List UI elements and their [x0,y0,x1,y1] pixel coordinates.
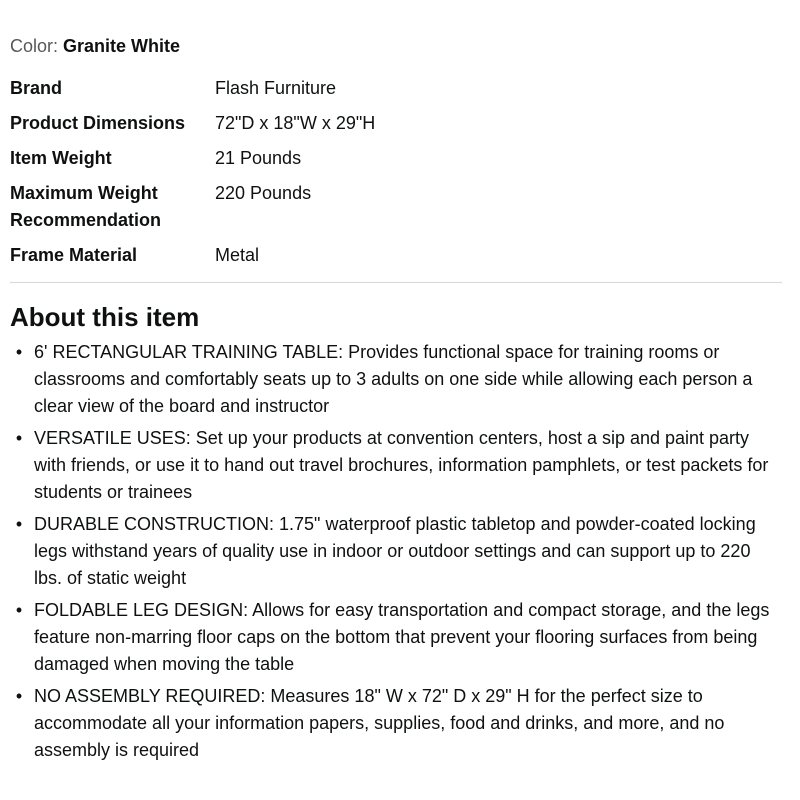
bullet-icon: • [15,600,23,620]
spec-value: 72"D x 18"W x 29"H [215,113,376,133]
spec-key: Product Dimensions [10,113,186,133]
list-item [10,339,782,420]
bullet-icon: • [15,686,23,706]
list-item [10,597,782,678]
spec-row-item-weight [10,145,782,172]
bullet-icon: • [15,342,23,362]
spec-row-brand [10,75,782,102]
list-item [10,425,782,506]
color-value: Granite White [63,36,181,56]
bullet-text: NO ASSEMBLY REQUIRED: Measures 18" W x 72" D x 29" H for the perfect size to accommodate all your information papers, supplies, food and drinks, and more, and no assembly is required [34,686,725,760]
about-bullet-list [10,339,782,769]
product-specs-table [10,75,782,277]
bullet-text: DURABLE CONSTRUCTION: 1.75" waterproof plastic tabletop and powder-coated locking legs withstand years of quality use in indoor or outdoor settings and can support up to 220 lbs. of static weight [34,514,756,588]
spec-key: Brand [10,78,63,98]
spec-key: Maximum Weight Recommendation [10,183,162,230]
list-item [10,511,782,592]
color-selection [10,34,180,58]
about-title: About this item [10,302,200,332]
spec-value: Flash Furniture [215,78,337,98]
spec-value: Metal [215,245,260,265]
section-divider [10,282,782,283]
bullet-text: 6' RECTANGULAR TRAINING TABLE: Provides functional space for training rooms or classrooms and comfortably seats up to 3 adults on one side while allowing each person a clear view of the board and instructor [34,342,753,416]
bullet-text: FOLDABLE LEG DESIGN: Allows for easy transportation and compact storage, and the legs feature non-marring floor caps on the bottom that prevent your flooring surfaces from being damaged when moving the table [34,600,770,674]
spec-row-frame-material [10,242,782,269]
bullet-icon: • [15,428,23,448]
spec-key: Item Weight [10,148,112,168]
color-label: Color: [10,36,64,56]
list-item [10,683,782,764]
spec-row-max-weight [10,180,782,234]
spec-value: 220 Pounds [215,183,312,203]
spec-value: 21 Pounds [215,148,302,168]
spec-row-dimensions [10,110,782,137]
bullet-text: VERSATILE USES: Set up your products at convention centers, host a sip and paint party with friends, or use it to hand out travel brochures, information pamphlets, or test packets for students or trainees [34,428,769,502]
bullet-icon: • [15,514,23,534]
spec-key: Frame Material [10,245,138,265]
